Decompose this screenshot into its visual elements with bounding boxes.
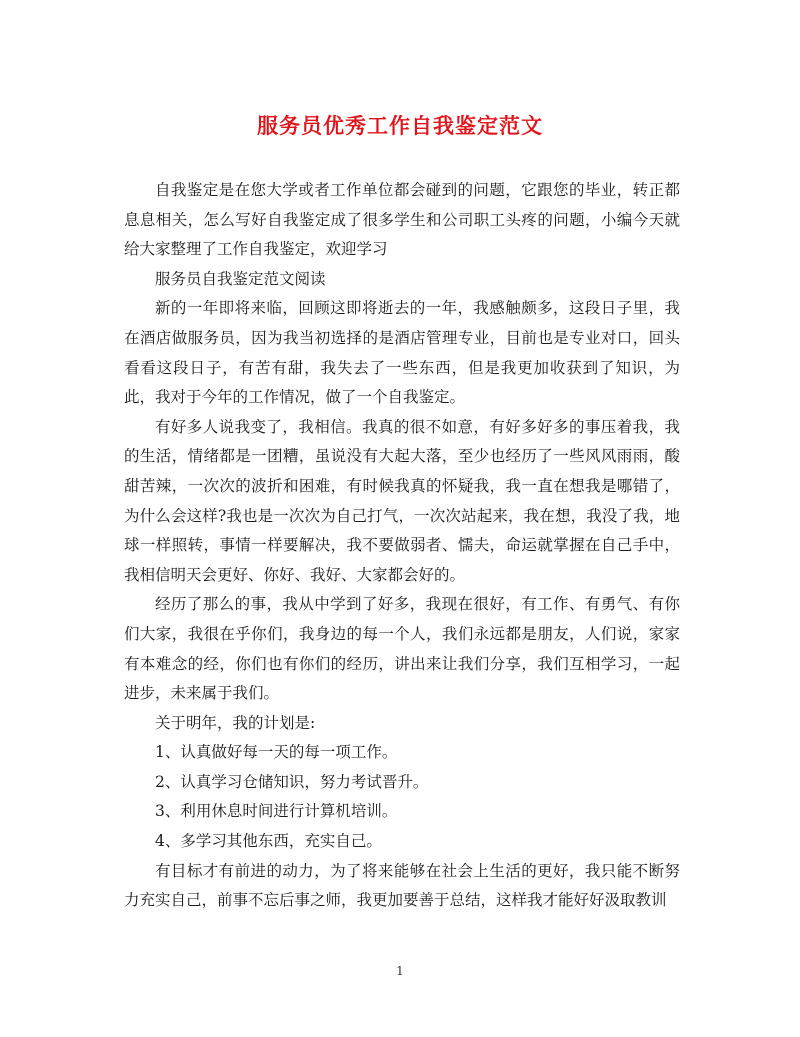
paragraph-conclusion: 有目标才有前进的动力，为了将来能够在社会上生活的更好，我只能不断努力充实自己，前事不忘后事之师，我更加要善于总结，这样我才能好好汲取教训 (124, 861, 680, 910)
paragraph-plan-heading: 关于明年，我的计划是: (155, 713, 316, 732)
page-number: 1 (396, 964, 404, 978)
plan-item-4: 4、多学习其他东西，充实自己。 (155, 832, 382, 851)
plan-item-1: 1、认真做好每一天的每一项工作。 (155, 743, 398, 762)
plan-item-2: 2、认真学习仓储知识，努力考试晋升。 (155, 772, 429, 791)
paragraph-new-year: 新的一年即将来临，回顾这即将逝去的一年，我感触颇多，这段日子里，我在酒店做服务员，因为我当初选择的是酒店管理专业，目前也是专业对口，回头看看这段日子，有苦有甜，我失去了一些东西，但是我更加收获到了知识，为此，我对于今年的工作情况，做了一个自我鉴定。 (124, 299, 680, 407)
document-title: 服务员优秀工作自我鉴定范文 (257, 113, 543, 138)
paragraph-experience: 经历了那么的事，我从中学到了好多，我现在很好，有工作、有勇气、有你们大家，我很在乎你们，我身边的每一个人，我们永远都是朋友，人们说，家家有本难念的经，你们也有你们的经历，讲出来让我们分享，我们互相学习，一起进步，未来属于我们。 (124, 595, 680, 703)
paragraph-changes: 有好多人说我变了，我相信。我真的很不如意，有好多好多的事压着我，我的生活，情绪都是一团糟，虽说没有大起大落，至少也经历了一些风风雨雨，酸甜苦辣，一次次的波折和困难，有时候我真的怀疑我，我一直在想我是哪错了，为什么会这样?我也是一次次为自己打气，一次次站起来，我在想，我没了我，地球一样照转，事情一样要解决，我不要做弱者、懦夫，命运就掌握在自己手中，我相信明天会更好、你好、我好、大家都会好的。 (124, 417, 680, 584)
document-body (124, 176, 680, 916)
paragraph-intro: 自我鉴定是在您大学或者工作单位都会碰到的问题，它跟您的毕业，转正都息息相关，怎么写好自我鉴定成了很多学生和公司职工头疼的问题，小编今天就给大家整理了工作自我鉴定，欢迎学习 (124, 181, 680, 259)
plan-item-3: 3、利用休息时间进行计算机培训。 (155, 802, 398, 821)
paragraph-subheading: 服务员自我鉴定范文阅读 (155, 269, 326, 288)
